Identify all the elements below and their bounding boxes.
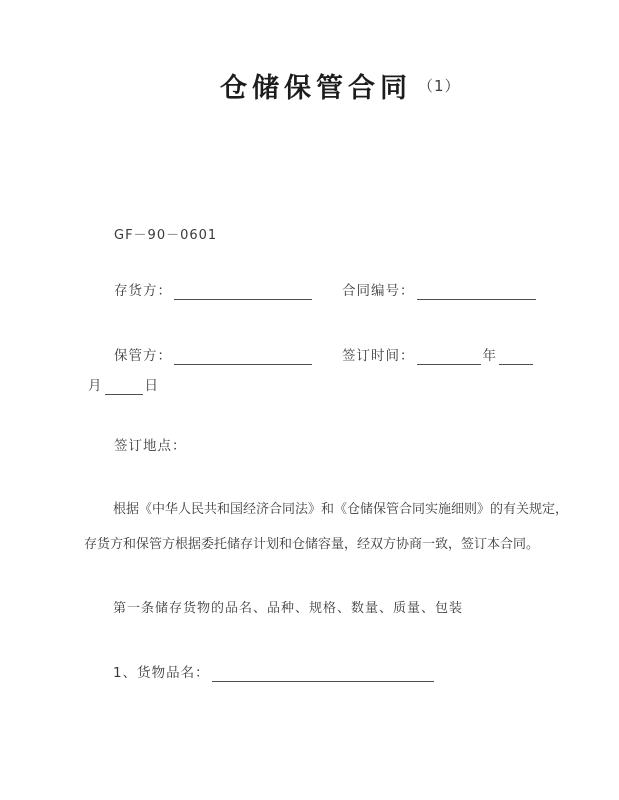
year-label: 年 [482,348,497,364]
custodian-label: 保管方： [114,348,172,364]
depositor-blank [174,284,312,300]
sign-time-label: 签订时间： [342,348,415,364]
contract-number-blank [417,284,536,300]
preamble-line-1: 根据《中华人民共和国经济合同法》和《仓储保管合同实施细则》的有关规定， [113,502,569,517]
preamble-line-2: 存货方和保管方根据委托储存计划和仓储容量，经双方协商一致，签订本合同。 [84,537,540,552]
sign-place-field [114,438,187,455]
sign-year-blank [417,349,481,365]
sign-month-blank [499,349,533,365]
depositor-field [114,283,314,300]
article1-heading: 第一条储存货物的品名、品种、规格、数量、质量、包装 [113,601,464,616]
sign-month-day-field [88,378,159,395]
document-title-row [220,66,461,105]
goods-name-label: 1、货物品名： [113,665,210,681]
document-title: 仓储保管合同 [220,73,412,104]
month-label: 月 [88,378,103,394]
sign-day-blank [105,379,143,395]
day-label: 日 [144,378,159,394]
document-title-suffix: （1） [418,77,461,95]
document-code: GF－90－0601 [114,228,218,243]
goods-name-blank [212,666,434,682]
custodian-field [114,348,314,365]
sign-place-label: 签订地点： [114,438,187,454]
custodian-blank [174,349,312,365]
contract-number-field [342,283,538,300]
goods-name-field [113,665,436,682]
sign-time-field [342,348,535,365]
depositor-label: 存货方： [114,283,172,299]
contract-number-label: 合同编号： [342,283,415,299]
